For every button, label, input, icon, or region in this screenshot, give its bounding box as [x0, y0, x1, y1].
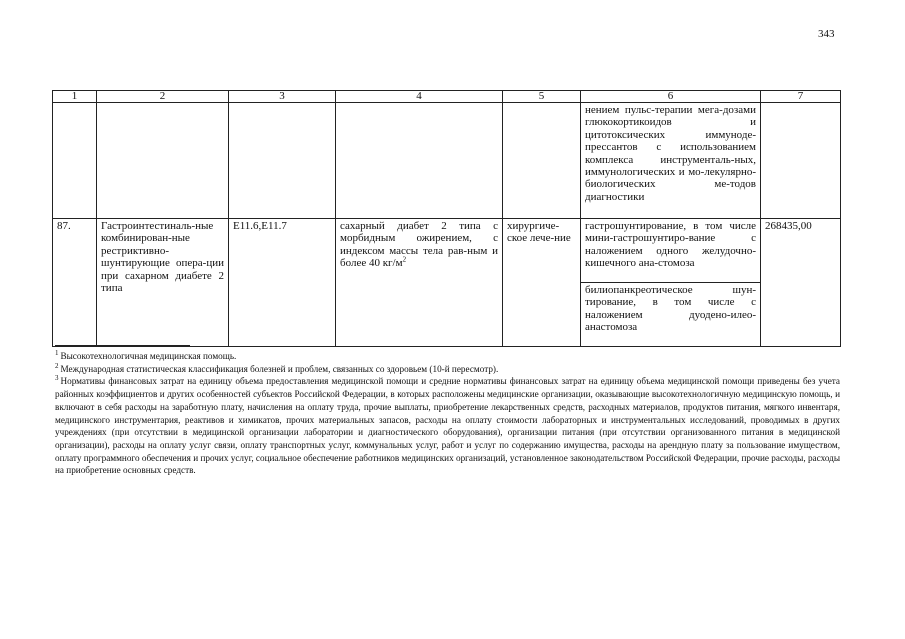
- empty-cell: [97, 103, 229, 219]
- header-cell: 1: [53, 91, 97, 103]
- empty-cell: [503, 103, 581, 219]
- empty-cell: [53, 103, 97, 219]
- table-row: [53, 219, 841, 283]
- profile-name-cell: Гастроинтестиналь-ные комбинирован-ные рестриктивно-шунтирующие опера-ции при сахарном диабете 2 типа: [97, 219, 229, 347]
- footnotes: [55, 345, 840, 477]
- footnote-mark: 2: [55, 361, 59, 370]
- footnote-text: Международная статистическая классификация болезней и проблем, связанных со здоровьем (10-й пересмотр).: [60, 363, 499, 374]
- header-cell: 2: [97, 91, 229, 103]
- footnote-text: Нормативы финансовых затрат на единицу объема предоставления медицинской помощи и средние нормативы финансовых затрат на единицу объема медицинской помощи приведены без учета районных коэффициентов и других особенностей субъектов Российской Федерации, в которых расположены медицинские организации, оказывающие высокотехнологичную медицинскую помощь, и включают в себя расходы на заработную плату, начисления на оплату труда, прочие выплаты, приобретение лекарственных средств, расходных материалов, продуктов питания, мягкого инвентаря, медицинского инструментария, реактивов и химикатов, прочих материальных запасов, расходы на оплату стоимости лабораторных и инструментальных исследований, проводимых в других учреждениях (при отсутствии в медицинской организации лаборатории и диагностического оборудования), организации питания (при отсутствии организованного питания в медицинской организации), расходы на оплату услуг связи, оплату транспортных услуг, коммунальных услуг, работ и услуг по содержанию имущества, расходы на арендную плату за пользование имуществом, оплату программного обеспечения и прочих услуг, социальное обеспечение работников медицинских организаций, установленное законодательством Российской Федерации, прочие расходы, расходы на приобретение основных средств.: [55, 376, 840, 476]
- icd-codes-cell: E11.6,E11.7: [229, 219, 336, 347]
- footnote-mark: 1: [55, 348, 59, 357]
- method-cell: билиопанкреотическое шун-тирование, в том числе с наложением дуодено-илео-анастомоза: [581, 283, 761, 347]
- superscript: 2: [402, 255, 407, 264]
- treatment-type-cell: хирургиче-ское лече-ние: [503, 219, 581, 347]
- table-header-row: [53, 91, 841, 103]
- footnote-text: Высокотехнологичная медицинская помощь.: [60, 351, 237, 361]
- footnote-mark: 3: [55, 374, 59, 383]
- empty-cell: [336, 103, 503, 219]
- table-row-continuation: [53, 103, 841, 219]
- page-number: 343: [818, 28, 835, 40]
- cost-cell: 268435,00: [761, 219, 841, 347]
- row-number-cell: 87.: [53, 219, 97, 347]
- footnote-list: [55, 350, 840, 477]
- header-cell: 7: [761, 91, 841, 103]
- header-cell: 6: [581, 91, 761, 103]
- patient-model-cell: [336, 219, 503, 347]
- header-cell: 4: [336, 91, 503, 103]
- empty-cell: [229, 103, 336, 219]
- method-continuation-cell: нением пульс-терапии мега-дозами глюкокортикоидов и цитотоксических иммуноде-прессантов с использованием комплекса инструменталь-ных, иммунологических и мо-лекулярно-биологических ме-тодов диагностики: [581, 103, 761, 219]
- footnote: [55, 350, 840, 363]
- header-cell: 5: [503, 91, 581, 103]
- method-cell: гастрошунтирование, в том числе мини-гастрошунтиро-вание с наложением одного желудочно-кишечного ана-стомоза: [581, 219, 761, 283]
- footnote: [55, 363, 840, 376]
- patient-model-text: сахарный диабет 2 типа с морбидным ожирением, с индексом массы тела рав-ным и более 40 кг/м: [340, 220, 498, 270]
- data-table: [52, 90, 841, 347]
- empty-cell: [761, 103, 841, 219]
- header-cell: 3: [229, 91, 336, 103]
- footnote: [55, 375, 840, 477]
- footnote-divider: [55, 345, 190, 346]
